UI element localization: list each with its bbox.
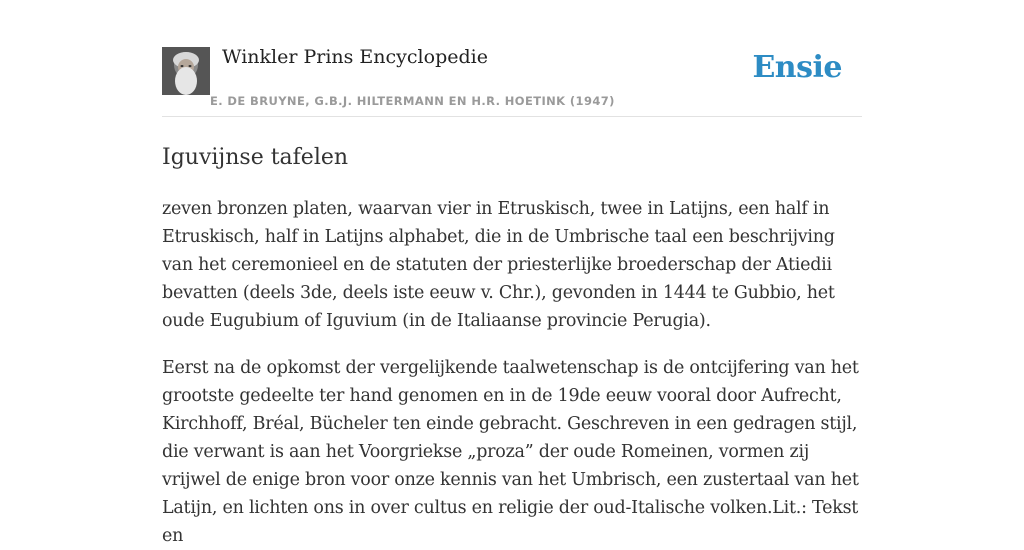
article-title: Iguvijnse tafelen bbox=[162, 145, 349, 170]
portrait-image bbox=[162, 47, 210, 95]
article-paragraph-1: zeven bronzen platen, waarvan vier in Etruskisch, twee in Latijns, een half in Etruskisch, half in Latijns alphabet, die in de Umbrische taal een beschrijving van het ceremonieel en de statuten der priesterlijke broederschap der Atiedii bevatten (deels 3de, deels iste eeuw v. Chr.), gevonden in 1444 te Gubbio, het oude Eugubium of Iguvium (in de Italiaanse provincie Perugia). bbox=[162, 199, 835, 331]
page bbox=[162, 0, 862, 550]
header bbox=[162, 0, 862, 117]
brand-logo[interactable]: Ensie bbox=[752, 50, 842, 85]
publication-title[interactable]: Winkler Prins Encyclopedie bbox=[222, 46, 488, 68]
article-paragraph-2: Eerst na de opkomst der vergelijkende taalwetenschap is de ontcijfering van het grootste gedeelte ter hand genomen en in de 19de eeuw vooral door Aufrecht, Kirchhoff, Bréal, Bücheler ten einde gebracht. Geschreven in een gedragen stijl, die verwant is aan het Voorgriekse „proza” der oude Romeinen, vormen zij vrijwel de enige bron voor onze kennis van het Umbrisch, een zustertaal van het Latijn, en lichten ons in over cultus en religie der oud-Italische volken.Lit.: Tekst en bbox=[162, 358, 859, 546]
author-avatar bbox=[162, 47, 210, 95]
authors-line: E. DE BRUYNE, G.B.J. HILTERMANN EN H.R. HOETINK (1947) bbox=[210, 94, 615, 108]
